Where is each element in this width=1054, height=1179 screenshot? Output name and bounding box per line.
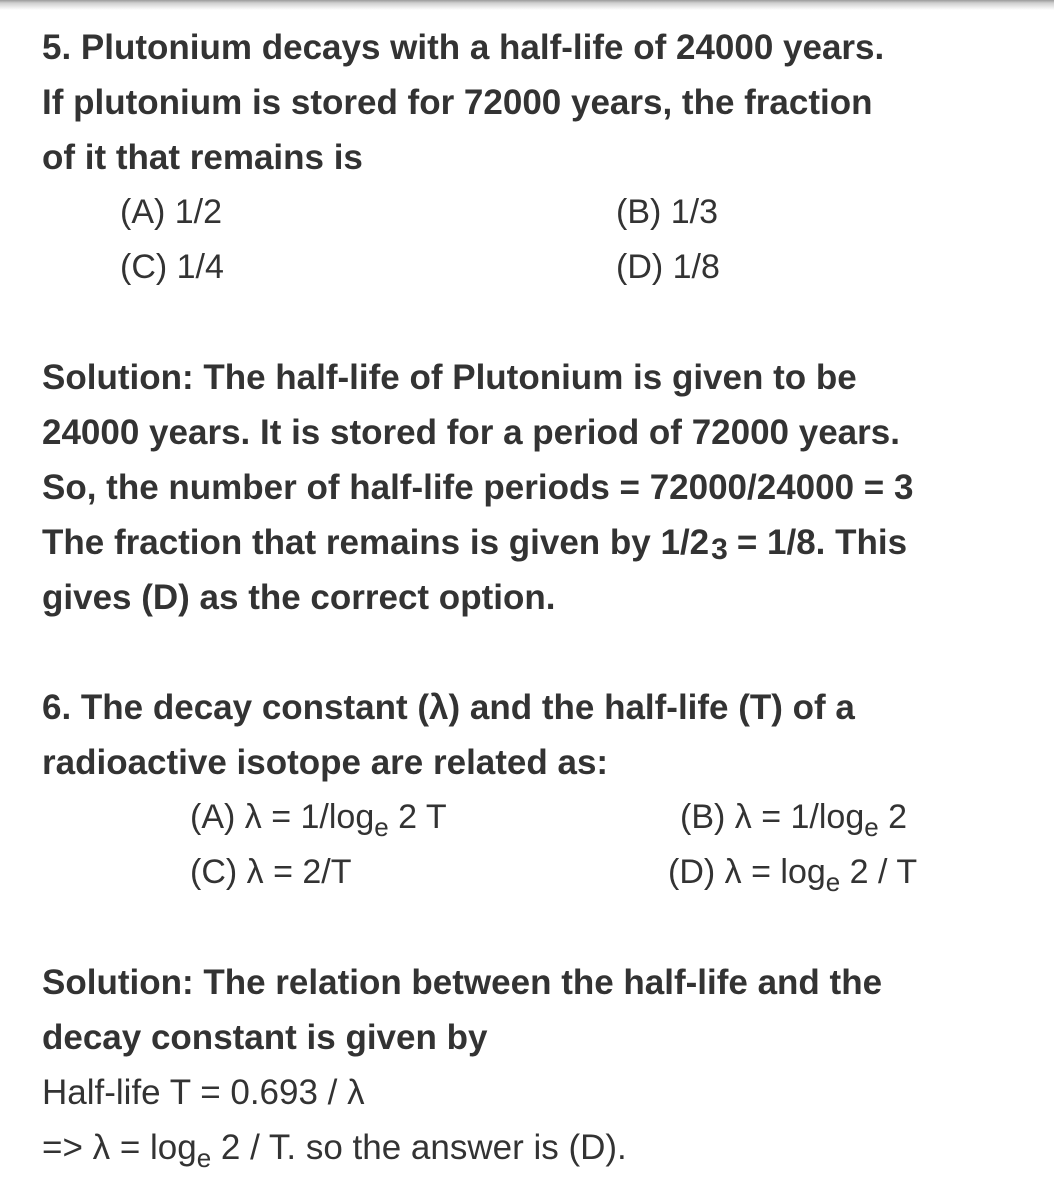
solution-5-line: gives (D) as the correct option.: [42, 578, 556, 617]
option-6a: (A) $\lambda = 1/\log_e$ 2 T: [190, 798, 447, 842]
question-6-options-row-1: [42, 790, 1042, 845]
option-6d: (D) $\lambda = \log_e 2 / T$: [668, 853, 918, 897]
solution-5-line: 24000 years. It is stored for a period of 72000 years.: [42, 413, 900, 452]
solution-6-formula: Half-life T = 0.693 / λ: [42, 1073, 365, 1112]
solution-5-line: [42, 515, 1042, 570]
option-6c: (C) λ = 2/T: [190, 853, 352, 891]
question-6: [42, 680, 1042, 790]
question-5-line: If plutonium is stored for 72000 years, the fraction: [42, 83, 873, 122]
solution-6-line: Solution: The relation between the half-life and the: [42, 963, 883, 1002]
solution-6-line: decay constant is given by: [42, 1018, 488, 1057]
solution-6-answer: => $\lambda = \log_e 2 / T$. so the answer is (D).: [42, 1128, 627, 1173]
question-5-options-row-1: [42, 185, 1042, 240]
solution-5-line: Solution: The half-life of Plutonium is given to be: [42, 358, 857, 397]
solution-5-result-text: = 1/8. This: [727, 523, 908, 562]
option-5c: (C) 1/4: [120, 248, 224, 286]
option-5a: (A) 1/2: [120, 193, 223, 231]
question-5-options-row-2: [42, 240, 1042, 295]
top-shadow: [0, 0, 1054, 10]
option-6b: (B) $\lambda = 1/\log_e$ 2: [680, 798, 908, 842]
solution-5: [42, 350, 1042, 625]
solution-5-fraction-text: The fraction that remains is given by 1/2: [42, 523, 710, 562]
question-5-line: of it that remains is: [42, 138, 363, 177]
document-content: [42, 20, 1042, 1175]
exponent: 3: [711, 533, 728, 566]
option-5d: (D) 1/8: [616, 248, 720, 286]
question-5-line: 5. Plutonium decays with a half-life of 24000 years.: [42, 28, 885, 67]
question-6-line: 6. The decay constant (λ) and the half-life (T) of a: [42, 688, 855, 727]
question-6-line: radioactive isotope are related as:: [42, 743, 609, 782]
solution-6: [42, 955, 1042, 1065]
question-6-options-row-2: [42, 845, 1042, 900]
question-5: [42, 20, 1042, 185]
option-5b: (B) 1/3: [616, 193, 719, 231]
solution-5-line: So, the number of half-life periods = 72000/24000 = 3: [42, 468, 914, 507]
